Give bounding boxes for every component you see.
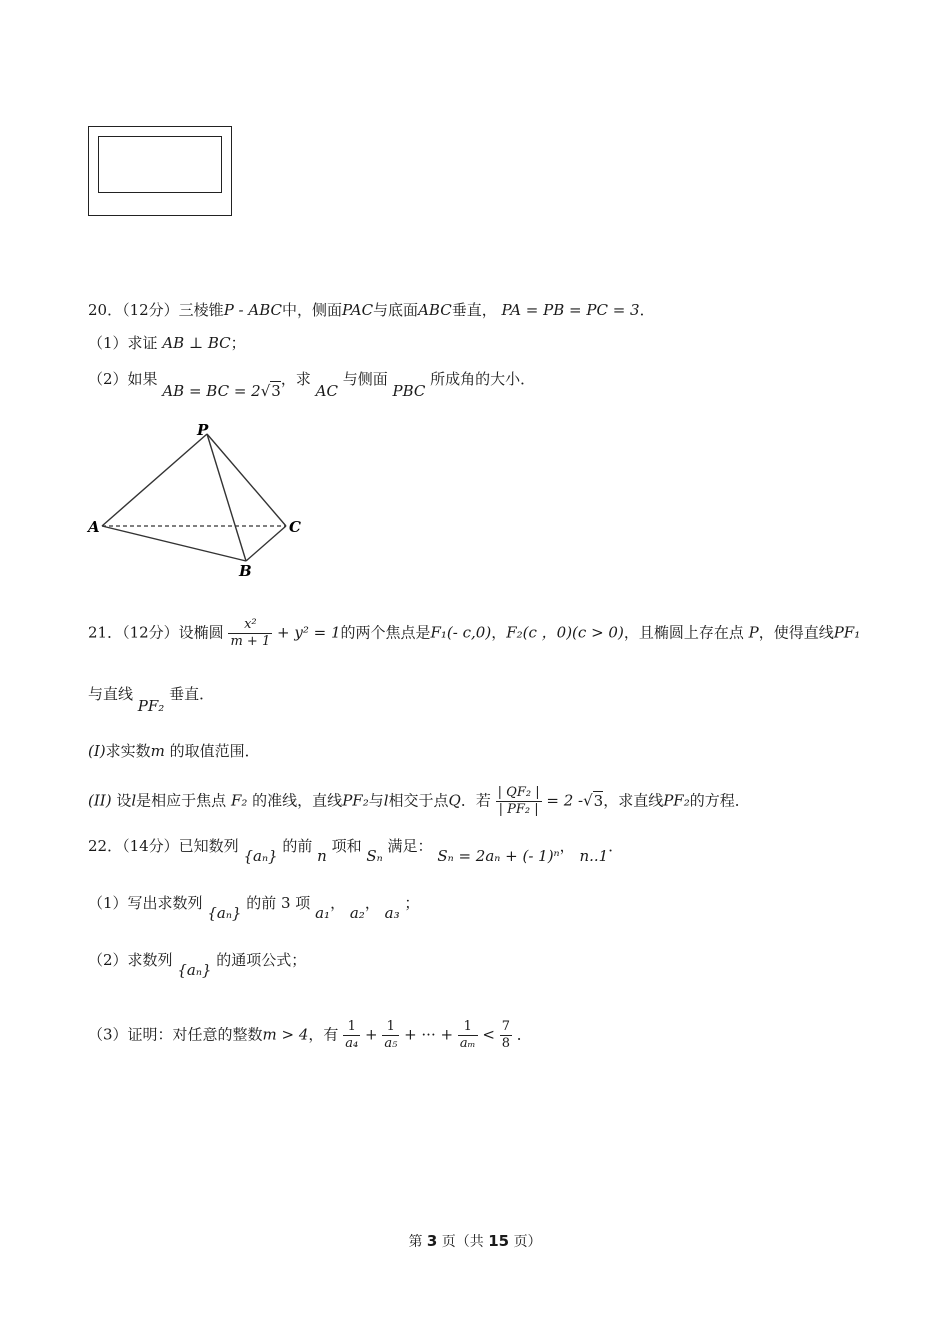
pyramid-figure [86, 420, 316, 580]
q22-term-a5: $\frac{1}{\text{a₅}}$ [384, 1019, 398, 1051]
q21-part2: (II) 设l是相应于焦点 F₂ 的准线，直线PF₂与l相交于点Q．若 $\frac{\text{| QF₂ |}}{\text{| PF₂ |}}$ = 2 -√3，求直线PF₂的方程． [88, 785, 750, 817]
framed-box-outer [88, 126, 232, 216]
label-C: C [289, 518, 301, 536]
q22-part1: （1）写出求数列 {aₙ} 的前 3 项 a₁， a₂， a₃ ； [88, 894, 420, 922]
q22-part3: （3）证明：对任意的整数m > 4，有 $\frac{1}{\text{a₄}}$ + $\frac{1}{\text{a₅}}$ + ··· + $\frac{1}{\text{aₘ}}$ < $\frac{7}{8}$ ． [88, 1019, 532, 1051]
page-footer: 第 3 页（共 15 页） [408, 1232, 542, 1250]
edge-PB [207, 434, 246, 561]
label-B: B [239, 562, 252, 580]
page-total: 15 [488, 1232, 510, 1250]
edge-PC [207, 434, 286, 526]
q21-part1: (I)求实数m 的取值范围． [88, 742, 260, 760]
framed-box-inner [98, 136, 222, 193]
q22-part2: （2）求数列 {aₙ} 的通项公式； [88, 951, 307, 979]
page-number: 3 [426, 1232, 438, 1250]
q22-term-a4: $\frac{1}{\text{a₄}}$ [345, 1019, 359, 1051]
edge-AB [102, 526, 246, 561]
q21-fraction: $\frac{\text{x²}}{m + 1}$ [230, 617, 271, 649]
q22-bound-fraction: $\frac{7}{8}$ [501, 1019, 510, 1051]
q20-condition: AB = BC = 2√3 [162, 382, 281, 400]
edge-BC [246, 526, 286, 561]
q21-stem-cont: 与直线 PF₂ 垂直． [88, 685, 215, 715]
q22-stem: 22．（14分）已知数列 {aₙ} 的前 n 项和 Sₙ 满足： Sₙ = 2aₙ + (- 1)ⁿ， n..1． [88, 837, 624, 865]
q21-stem: 21．（12分）设椭圆 $\frac{\text{x²}}{m + 1}$ + y² = 1的两个焦点是F₁(- c,0)，F₂(c ，0)(c > 0)，且椭圆上存在点 P，使得直线PF₁ [88, 617, 861, 649]
q22-term-am: $\frac{1}{\text{aₘ}}$ [459, 1019, 476, 1051]
label-A: A [88, 518, 100, 536]
q21-ratio-fraction: $\frac{\text{| QF₂ |}}{\text{| PF₂ |}}$ [497, 785, 540, 817]
q20-part2: （2）如果 AB = BC = 2√3，求 AC 与侧面 PBC 所成角的大小． [88, 370, 536, 400]
label-P: P [197, 421, 209, 439]
q20-stem: 20．（12分）三棱锥P - ABC中，侧面PAC与底面ABC垂直， PA = PB = PC = 3． [88, 301, 655, 319]
edge-AP [102, 434, 207, 526]
q20-part1: （1）求证 AB ⊥ BC； [88, 334, 246, 352]
